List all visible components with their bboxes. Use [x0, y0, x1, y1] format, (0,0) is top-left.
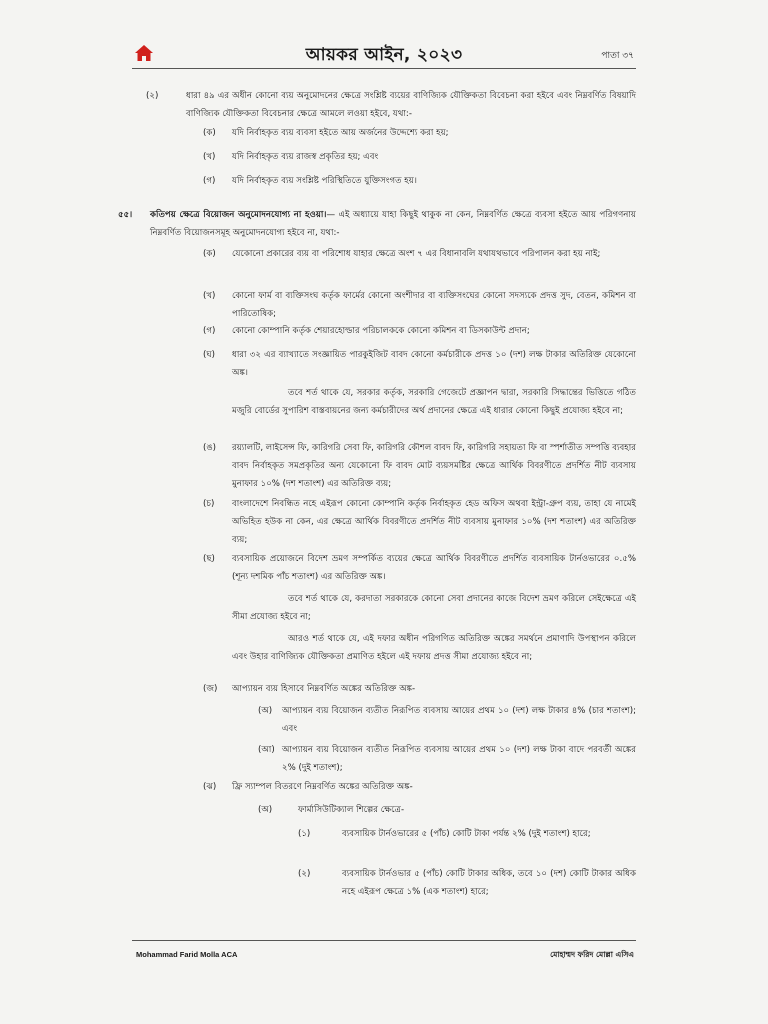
footer-author-bn: মোহাম্মদ ফরিদ মোল্লা এসিএ — [550, 950, 634, 959]
sub-clause-text: ফার্মাসিউটিক্যাল শিল্পের ক্ষেত্রে- — [298, 805, 405, 815]
sub-clause-text: আপ্যায়ন ব্যয় বিয়োজন ব্যতীত নিরূপিত ব্যবসায় আয়ের প্রথম ১০ (দশ) লক্ষ টাকার ৪% (চার শতাংশ); এবং — [282, 706, 636, 734]
section-intro: — এই অধ্যায়ে যাহা কিছুই থাকুক না কেন, নিম্নবর্ণিত ক্ষেত্রে ব্যবসা হইতে আয় পরিগণনায় নিম্নবর্ণিত বিয়োজনসমূহ অনুমোদনযোগ্য হইবে না, যথা:- — [150, 210, 636, 238]
proviso-text: আরও শর্ত থাকে যে, এই দফার অধীন পরিগণিত অতিরিক্ত অঙ্কের সমর্থনে প্রমাণাদি উপস্থাপন করিলে এবং উহার বাণিজ্যিক যৌক্তিকতা প্রমাণিত হইলে এই দফায় প্রদত্ত সীমা প্রযোজ্য হইবে না; — [232, 634, 636, 662]
page-title: আয়কর আইন, ২০২৩ — [305, 45, 463, 65]
sub-clause-number: (অ) — [258, 706, 273, 716]
clause-number: (জ) — [203, 684, 218, 694]
clause-number: (ঙ) — [203, 443, 217, 453]
clause-text: ব্যবসায়িক প্রয়োজনে বিদেশ ভ্রমণ সম্পর্কিত ব্যয়ের ক্ষেত্রে আর্থিক বিবরণীতে প্রদর্শিত ব্যবসায়িক টার্নওভারের ০.৫% (শূন্য দশমিক পাঁচ শতাংশ) এর অতিরিক্ত অঙ্ক। — [232, 554, 636, 582]
clause-text: ধারা ৩২ এর ব্যাখ্যাতে সংজ্ঞায়িত পারকুইজিট বাবদ কোনো কর্মচারীকে প্রদত্ত ১০ (দশ) লক্ষ টাকার অতিরিক্ত যেকোনো অঙ্ক। — [232, 350, 636, 378]
clause-number: (ঝ) — [203, 782, 217, 792]
item-number: (২) — [298, 869, 311, 879]
section-heading: কতিপয় ক্ষেত্রে বিয়োজন অনুমোদনযোগ্য না হওয়া। — [150, 210, 327, 220]
clause-text: যদি নির্বাহকৃত ব্যয় ব্যবসা হইতে আয় অর্জনের উদ্দেশ্যে করা হয়; — [232, 128, 449, 138]
clause-number: (গ) — [203, 326, 216, 336]
sub-clause-number: (আ) — [258, 745, 275, 755]
clause-number: (গ) — [203, 176, 216, 186]
section-body — [150, 206, 636, 242]
clause-number: (ক) — [203, 128, 216, 138]
sub-section-text: ধারা ৪৯ এর অধীন কোনো ব্যয় অনুমোদনের ক্ষেত্রে সংশ্লিষ্ট ব্যয়ের বাণিজ্যিক যৌক্তিকতা বিবেচনা করা হইবে এবং নিম্নবর্ণিত বিষয়াদি বাণিজ্যিক যৌক্তিকতা বিবেচনার ক্ষেত্রে আমলে লওয়া হইবে, যথা:- — [186, 91, 636, 119]
sub-section-number: (২) — [146, 91, 159, 101]
page-number: পাতা ৩৭ — [601, 51, 634, 61]
footer-author-en: Mohammad Farid Molla ACA — [136, 950, 238, 959]
clause-number: (ঘ) — [203, 350, 216, 360]
clause-text: আপ্যায়ন ব্যয় হিসাবে নিম্নবর্ণিত অঙ্কের অতিরিক্ত অঙ্ক- — [232, 684, 416, 694]
footer-divider — [132, 940, 636, 941]
item-text: ব্যবসায়িক টার্নওভারের ৫ (পাঁচ) কোটি টাকা পর্যন্ত ২% (দুই শতাংশ) হারে; — [342, 829, 591, 839]
clause-text: বাংলাদেশে নিবন্ধিত নহে এইরূপ কোনো কোম্পানি কর্তৃক নির্বাহকৃত হেড অফিস অথবা ইন্ট্রা-গ্রুপ ব্যয়, তাহা যে নামেই অভিহিত হউক না কেন, এর ক্ষেত্রে আর্থিক বিবরণীতে প্রদর্শিত নীট ব্যবসায় মুনাফার ১০% (দশ শতাংশ) এর অতিরিক্ত ব্যয়; — [232, 499, 636, 545]
clause-text: ফ্রি স্যাম্পল বিতরণে নিম্নবর্ণিত অঙ্কের অতিরিক্ত অঙ্ক- — [232, 782, 413, 792]
clause-number: (খ) — [203, 291, 216, 301]
clause-number: (চ) — [203, 499, 215, 509]
item-text: ব্যবসায়িক টার্নওভার ৫ (পাঁচ) কোটি টাকার অধিক, তবে ১০ (দশ) কোটি টাকার অধিক নহে এইরূপ ক্ষেত্রে ১% (এক শতাংশ) হারে; — [342, 869, 636, 897]
sub-clause-number: (অ) — [258, 805, 273, 815]
header-divider — [132, 68, 636, 69]
clause-text: কোনো ফার্ম বা ব্যক্তিসংঘ কর্তৃক ফার্মের কোনো অংশীদার বা ব্যক্তিসংঘের কোনো সদস্যকে প্রদত্ত সুদ, বেতন, কমিশন বা পারিতোষিক; — [232, 291, 636, 319]
clause-number: (ছ) — [203, 554, 215, 564]
clause-text: কোনো কোম্পানি কর্তৃক শেয়ারহোল্ডার পরিচালককে কোনো কমিশন বা ডিসকাউন্ট প্রদান; — [232, 326, 530, 336]
clause-text: রয়্যালটি, লাইসেন্স ফি, কারিগরি সেবা ফি, কারিগরি কৌশল বাবদ ফি, কারিগরি সহায়তা ফি বা স্পর্শাতীত সম্পত্তি ব্যবহার বাবদ নির্বাহকৃত সমপ্রকৃতির অন্য যেকোনো ফি বাবদ মোট ব্যয়সমষ্টির ক্ষেত্রে আর্থিক বিবরণীতে প্রদর্শিত নীট ব্যবসায় মুনাফার ১০% (দশ শতাংশ) এর অতিরিক্ত ব্যয়; — [232, 443, 636, 489]
section-number: ৫৫। — [118, 210, 133, 220]
item-number: (১) — [298, 829, 311, 839]
clause-number: (খ) — [203, 152, 216, 162]
proviso-text: তবে শর্ত থাকে যে, সরকার কর্তৃক, সরকারি গেজেটে প্রজ্ঞাপন দ্বারা, সরকারি সিদ্ধান্তের ভিত্তিতে গঠিত মজুরি বোর্ডের সুপারিশ বাস্তবায়নের জন্য কর্মচারীদের অর্থ প্রদানের ক্ষেত্রে এই ধারার কোনো কিছুই প্রযোজ্য হইবে না; — [232, 388, 636, 416]
clause-number: (ক) — [203, 249, 216, 259]
sub-clause-text: আপ্যায়ন ব্যয় বিয়োজন ব্যতীত নিরূপিত ব্যবসায় আয়ের প্রথম ১০ (দশ) লক্ষ টাকা বাদে পরবর্তী অঙ্কের ২% (দুই শতাংশ); — [282, 745, 636, 773]
clause-text: যদি নির্বাহকৃত ব্যয় রাজস্ব প্রকৃতির হয়; এবং — [232, 152, 379, 162]
proviso-text: তবে শর্ত থাকে যে, করদাতা সরকারকে কোনো সেবা প্রদানের কাজে বিদেশ ভ্রমণ করিলে সেইক্ষেত্রে এই সীমা প্রযোজ্য হইবে না; — [232, 594, 636, 622]
clause-text: যদি নির্বাহকৃত ব্যয় সংশ্লিষ্ট পরিস্থিতিতে যুক্তিসংগত হয়। — [232, 176, 417, 186]
clause-text: যেকোনো প্রকারের ব্যয় বা পরিশোধ যাহার ক্ষেত্রে অংশ ৭ এর বিধানাবলি যথাযথভাবে পরিপালন করা হয় নাই; — [232, 249, 601, 259]
